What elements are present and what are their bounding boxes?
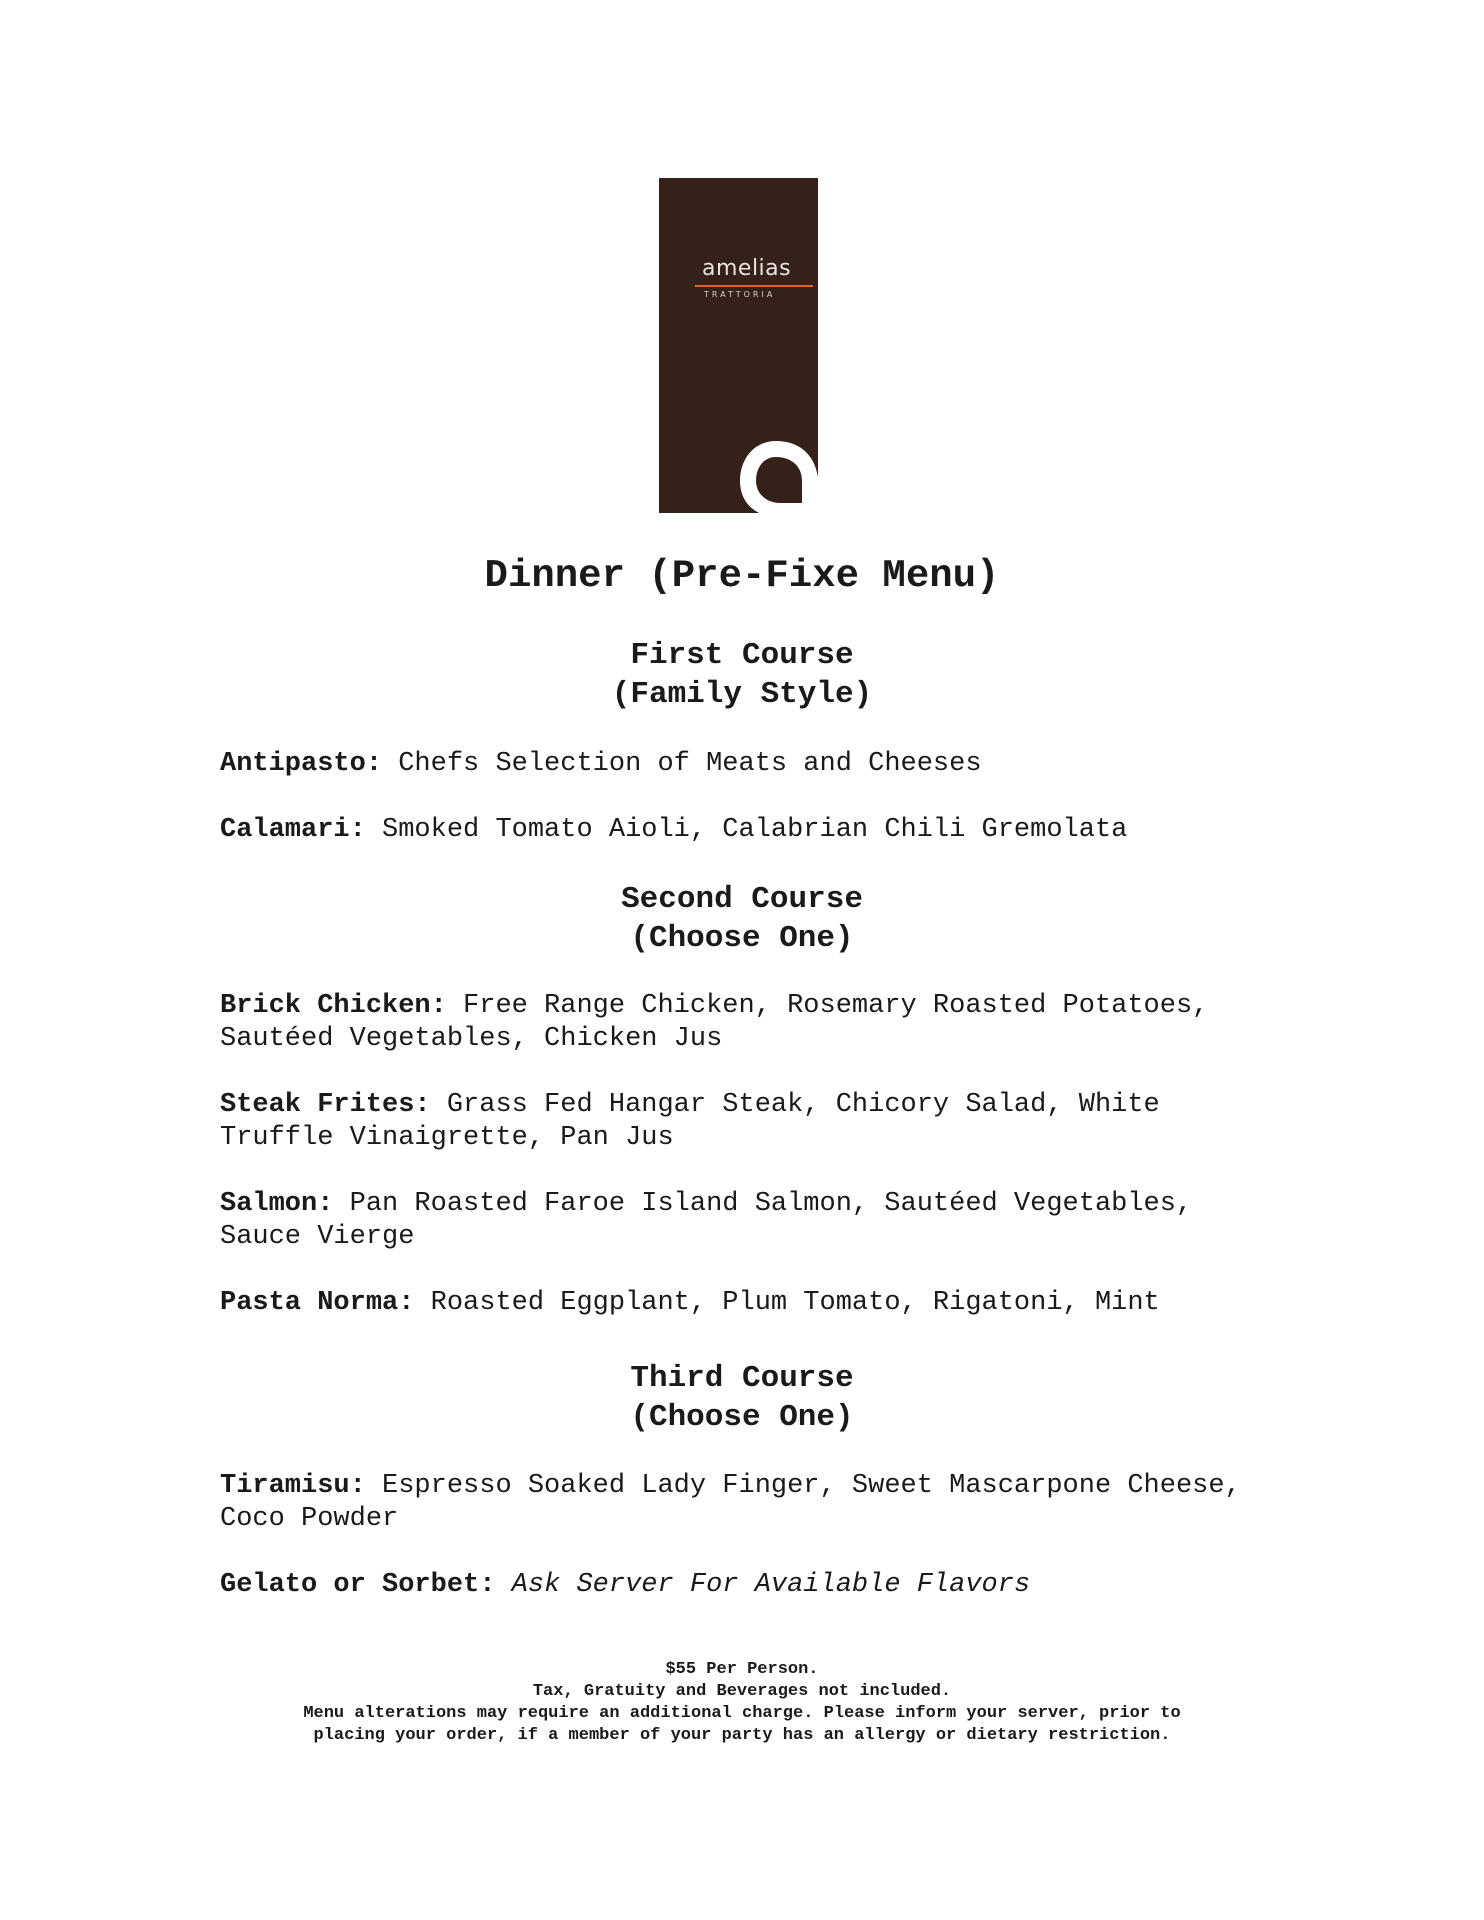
menu-item-description: Ask Server For Available Flavors	[511, 1570, 1031, 1600]
tax-note: Tax, Gratuity and Beverages not included.	[532, 1682, 952, 1701]
menu-item-name: Salmon:	[220, 1189, 334, 1219]
course-title: Second Course	[621, 882, 863, 917]
course-subtitle: (Choose One)	[630, 921, 854, 956]
menu-item-description: Pan Roasted Faroe Island Salmon, Sautéed Vegetables, Sauce Vierge	[220, 1189, 1193, 1252]
menu-item-steak-frites	[220, 1089, 1280, 1155]
menu-item-name: Antipasto:	[220, 749, 383, 779]
page-title: Dinner (Pre-Fixe Menu)	[484, 554, 1000, 598]
alterations-note-line-1: Menu alterations may require an additional charge. Please inform your server, prior to	[303, 1704, 1181, 1723]
menu-item-name: Brick Chicken:	[220, 991, 447, 1021]
course-title: First Course	[630, 638, 854, 673]
menu-item-description: Roasted Eggplant, Plum Tomato, Rigatoni, Mint	[430, 1288, 1160, 1318]
logo-a-mark-icon	[734, 431, 818, 513]
menu-item-tiramisu	[220, 1470, 1280, 1536]
menu-item-antipasto	[220, 748, 1280, 781]
menu-item-description: Smoked Tomato Aioli, Calabrian Chili Gremolata	[382, 815, 1128, 845]
course-subtitle: (Choose One)	[630, 1400, 854, 1435]
course-title: Third Course	[630, 1361, 854, 1396]
price-note: $55 Per Person.	[665, 1660, 819, 1679]
menu-item-description: Free Range Chicken, Rosemary Roasted Potatoes, Sautéed Vegetables, Chicken Jus	[220, 991, 1209, 1054]
course-heading-second	[0, 880, 1484, 958]
course-subtitle: (Family Style)	[611, 677, 873, 712]
logo-accent-rule	[695, 285, 813, 287]
menu-item-name: Tiramisu:	[220, 1471, 366, 1501]
course-heading-third	[0, 1359, 1484, 1437]
alterations-note-line-2: placing your order, if a member of your party has an allergy or dietary restriction.	[313, 1726, 1171, 1745]
menu-item-pasta-norma	[220, 1287, 1280, 1320]
menu-item-name: Gelato or Sorbet:	[220, 1570, 496, 1600]
menu-item-name: Steak Frites:	[220, 1090, 431, 1120]
course-heading-first	[0, 636, 1484, 714]
menu-item-calamari	[220, 814, 1280, 847]
menu-item-description: Chefs Selection of Meats and Cheeses	[398, 749, 982, 779]
menu-item-description: Grass Fed Hangar Steak, Chicory Salad, White Truffle Vinaigrette, Pan Jus	[220, 1090, 1160, 1153]
logo-subtitle: TRATTORIA	[704, 290, 776, 299]
menu-item-gelato-sorbet	[220, 1569, 1280, 1602]
menu-item-brick-chicken	[220, 990, 1280, 1056]
logo-wordmark: amelias	[702, 256, 792, 281]
restaurant-logo	[659, 178, 818, 513]
menu-item-name: Calamari:	[220, 815, 366, 845]
menu-footer	[0, 1659, 1484, 1747]
menu-item-name: Pasta Norma:	[220, 1288, 415, 1318]
menu-item-description: Espresso Soaked Lady Finger, Sweet Mascarpone Cheese, Coco Powder	[220, 1471, 1241, 1534]
menu-item-salmon	[220, 1188, 1280, 1254]
